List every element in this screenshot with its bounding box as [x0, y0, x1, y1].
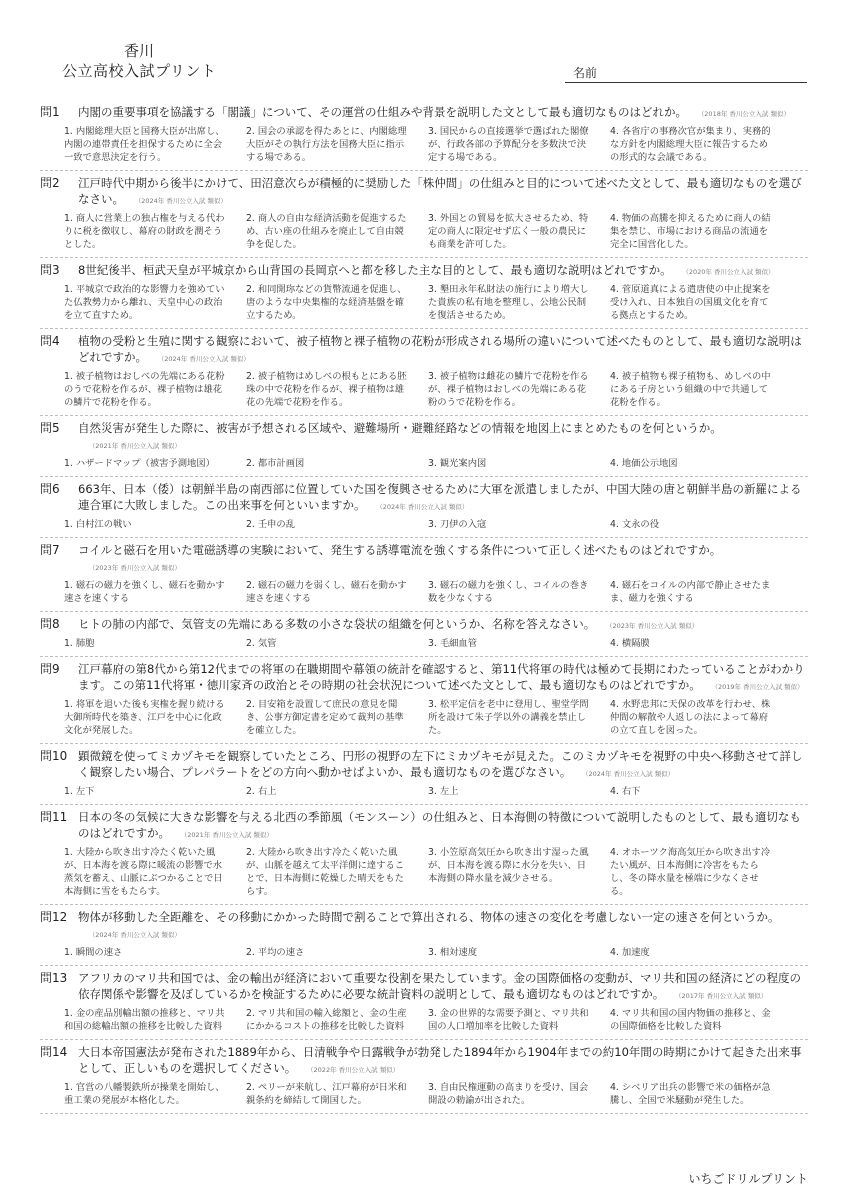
- question-text-block: [78, 660, 808, 695]
- question-row: [40, 615, 808, 634]
- question-number: 問7: [40, 543, 60, 557]
- question-text: 日本の冬の気候に大きな影響を与える北西の季節風（モンスーン）の仕組みと、日本海側の特徴について説明したものとして、最も適切なものはどれですか。: [78, 810, 801, 840]
- choice-option[interactable]: 4. シベリア出兵の影響で米の価格が急騰し、全国で米騒動が発生した。: [610, 1082, 771, 1106]
- page-title: 公立高校入試プリント: [62, 62, 217, 80]
- question-row: [40, 480, 808, 515]
- question-text: 植物の受粉と生殖に関する観察において、被子植物と裸子植物の花粉が形成される場所の違いについて述べたものとして、最も適切な説明はどれですか。: [78, 334, 802, 364]
- question-row: [40, 747, 808, 782]
- choice-option[interactable]: 3. 刀伊の入寇: [428, 519, 487, 530]
- choice-option[interactable]: 3. 毛細血管: [428, 638, 478, 649]
- question-item: [40, 258, 808, 329]
- choice-option[interactable]: 1. 白村江の戦い: [64, 519, 132, 530]
- footer-brand: いちごドリルプリント: [688, 1172, 808, 1186]
- question-number: 問9: [40, 662, 60, 676]
- choice-option[interactable]: 4. 水野忠邦に天保の改革を行わせ、株仲間の解散や人返しの法によって幕府の立て直しを図った。: [610, 699, 771, 736]
- choice-list: [64, 785, 808, 798]
- choice-option[interactable]: 1. 将軍を退いた後も実権を握り続ける大御所時代を築き、江戸を中心に化政文化が発展した。: [64, 699, 225, 736]
- choice-option[interactable]: 2. ペリーが来航し、江戸幕府が日米和親条約を締結して開国した。: [246, 1082, 407, 1106]
- choice-option[interactable]: 2. 右上: [246, 786, 277, 797]
- question-source: （2024年 香川公立入試 類似）: [138, 197, 227, 205]
- question-row: [40, 908, 808, 943]
- choice-option[interactable]: 4. 加速度: [610, 947, 650, 958]
- question-item: [40, 171, 808, 258]
- question-text: 大日本帝国憲法が発布された1889年から、日清戦争や日露戦争が勃発した1894年から1904年までの約10年間の時期にかけて起きた出来事として、正しいものを選択してください。: [78, 1045, 802, 1075]
- choice-list: [64, 283, 808, 322]
- question-row: [40, 103, 808, 122]
- question-item: [40, 538, 808, 612]
- choice-option[interactable]: 1. 瞬間の速さ: [64, 947, 123, 958]
- choice-option[interactable]: 3. 観光案内図: [428, 458, 487, 469]
- choice-list: [64, 579, 808, 605]
- question-text-block: [78, 615, 808, 634]
- question-number: 問14: [40, 1045, 68, 1059]
- question-text-block: [78, 103, 808, 122]
- choice-option[interactable]: 2. 大陸から吹き出す冷たく乾いた風が、山脈を越えて太平洋側に達することで、日本海側に乾燥した晴天をもたらす。: [246, 847, 405, 897]
- choice-list: [64, 637, 808, 650]
- choice-list: [64, 518, 808, 531]
- choice-option[interactable]: 4. 横隔膜: [610, 638, 650, 649]
- question-text: コイルと磁石を用いた電磁誘導の実験において、発生する誘導電流を強くする条件について正しく述べたものはどれですか。: [78, 543, 722, 557]
- question-number: 問5: [40, 421, 60, 435]
- question-text: ヒトの肺の内部で、気管支の先端にある多数の小さな袋状の組織を何というか、名称を答えなさい。: [78, 617, 596, 631]
- choice-option[interactable]: 4. 地価公示地図: [610, 458, 678, 469]
- question-source: （2017年 香川公立入試 類似）: [678, 992, 768, 1000]
- question-text: 江戸幕府の第8代から第12代までの将軍の在職期間や幕領の統計を確認すると、第11代将軍の時代は極めて長期にわたっていることがわかります。この第11代将軍・徳川家斉の政治とその時期の社会状況について述べた文として、最も適切なものはどれですか。: [78, 662, 805, 692]
- choice-option[interactable]: 1. 左下: [64, 786, 95, 797]
- question-item: [40, 477, 808, 538]
- choice-option[interactable]: 3. 自由民権運動の高まりを受け、国会開設の勅諭が出された。: [428, 1082, 589, 1106]
- choice-option[interactable]: 4. 各省庁の事務次官が集まり、実務的な方針を内閣総理大臣に報告するための形式的な会議である。: [610, 126, 771, 163]
- choice-option[interactable]: 2. 和同開珎などの貨幣流通を促進し、唐のような中央集権的な経済基盤を確立するため。: [246, 284, 407, 321]
- question-item: [40, 966, 808, 1040]
- question-row: [40, 660, 808, 695]
- question-text-block: [78, 332, 808, 367]
- question-source: （2020年 香川公立入試 類似）: [685, 268, 775, 276]
- question-text-block: [78, 480, 808, 515]
- question-item: [40, 100, 808, 171]
- choice-option[interactable]: 4. オホーツク海高気圧から吹き出す冷たい風が、日本海側に冷害をもたらし、冬の降水量を極端に少なくさせる。: [610, 847, 771, 897]
- question-number: 問1: [40, 105, 60, 119]
- choice-option[interactable]: 1. 磁石の磁力を強くし、磁石を動かす速さを速くする: [64, 580, 225, 604]
- choice-option[interactable]: 2. 都市計画図: [246, 458, 305, 469]
- question-row: [40, 261, 808, 280]
- choice-option[interactable]: 2. 商人の自由な経済活動を促進するため、古い座の仕組みを廃止して自由競争を促した。: [246, 213, 407, 250]
- question-text-block: [78, 261, 808, 280]
- question-number: 問10: [40, 749, 68, 763]
- question-text-block: [78, 747, 808, 782]
- choice-option[interactable]: 4. 物価の高騰を抑えるために商人の結集を禁じ、市場における商品の流通を完全に国営化した。: [610, 213, 771, 250]
- question-source: （2021年 香川公立入試 類似）: [184, 831, 273, 839]
- question-source: （2024年 香川公立入試 類似）: [585, 770, 675, 778]
- question-item: [40, 657, 808, 744]
- question-text-block: [78, 1043, 808, 1078]
- choice-option[interactable]: 3. 左上: [428, 786, 459, 797]
- choice-option[interactable]: 2. 壬申の乱: [246, 519, 296, 530]
- question-source: （2023年 香川公立入試 類似）: [92, 564, 181, 572]
- choice-option[interactable]: 3. 外国との貿易を拡大させるため、特定の商人に限定せず広く一般の農民にも商業を許可した。: [428, 213, 589, 250]
- choice-option[interactable]: 2. 国会の承認を得たあとに、内閣総理大臣がその執行方法を国務大臣に指示する場である。: [246, 126, 407, 163]
- question-row: [40, 541, 808, 576]
- choice-list: [64, 125, 808, 164]
- question-number: 問11: [40, 810, 68, 824]
- question-source: （2018年 香川公立入試 類似）: [701, 110, 790, 118]
- name-field[interactable]: [565, 60, 807, 83]
- question-text: 物体が移動した全距離を、その移動にかかった時間で割ることで算出される、物体の速さの変化を考慮しない一定の速さを何というか。: [78, 910, 780, 924]
- choice-list: [64, 698, 808, 737]
- choice-option[interactable]: 1. ハザードマップ（被害予測地図）: [64, 458, 215, 469]
- question-source: （2019年 香川公立入試 類似）: [714, 683, 804, 691]
- question-text-block: [78, 908, 808, 943]
- choice-option[interactable]: 2. 被子植物はめしべの根もとにある胚珠の中で花粉を作るが、裸子植物は雄花の先端で花粉を作る。: [246, 371, 407, 408]
- choice-list: [64, 1081, 808, 1107]
- question-row: [40, 419, 808, 454]
- choice-option[interactable]: 1. 平城京で政治的な影響力を強めていた仏教勢力から離れ、天皇中心の政治を立て直すため。: [64, 284, 225, 321]
- question-number: 問8: [40, 617, 60, 631]
- choice-option[interactable]: 3. 被子植物は雌花の鱗片で花粉を作るが、裸子植物はおしべの先端にある花粉のうで花粉を作る。: [428, 371, 589, 408]
- question-number: 問2: [40, 176, 60, 190]
- question-text-block: [78, 969, 808, 1004]
- question-text: 8世紀後半、桓武天皇が平城京から山背国の長岡京へと都を移した主な目的として、最も適切な説明はどれですか。: [78, 263, 672, 277]
- question-item: [40, 1040, 808, 1114]
- question-text-block: [78, 419, 808, 454]
- question-number: 問6: [40, 482, 60, 496]
- choice-list: [64, 1007, 808, 1033]
- question-number: 問12: [40, 910, 68, 924]
- question-text-block: [78, 174, 808, 209]
- choice-option[interactable]: 1. 被子植物はおしべの先端にある花粉のうで花粉を作るが、裸子植物は雄花の鱗片で花粉を作る。: [64, 371, 225, 408]
- choice-list: [64, 370, 808, 409]
- question-list: [40, 100, 808, 1114]
- question-item: [40, 329, 808, 416]
- choice-option[interactable]: 2. 平均の速さ: [246, 947, 305, 958]
- question-text: 顕微鏡を使ってミカヅキモを観察していたところ、円形の視野の左下にミカヅキモが見えた。このミカヅキモを視野の中央へ移動させて詳しく観察したい場合、プレパラートをどの方向へ動かせばよいか、最も適切なものを選びなさい。: [78, 749, 803, 779]
- question-text: 江戸時代中期から後半にかけて、田沼意次らが積極的に奨励した「株仲間」の仕組みと目的について述べた文として、最も適切なものを選びなさい。: [78, 176, 802, 206]
- choice-option[interactable]: 4. 菅原道真による遣唐使の中止提案を受け入れ、日本独自の国風文化を育てる拠点とするため。: [610, 284, 771, 321]
- choice-option[interactable]: 2. マリ共和国の輸入総額と、金の生産にかかるコストの推移を比較した資料: [246, 1008, 407, 1032]
- choice-option[interactable]: 3. 国民からの直接選挙で選ばれた閣僚が、行政各部の予算配分を多数決で決定する場である。: [428, 126, 589, 163]
- prefecture-label: 香川: [124, 42, 155, 60]
- question-text: 自然災害が発生した際に、被害が予想される区域や、避難場所・避難経路などの情報を地図上にまとめたものを何というか。: [78, 421, 722, 435]
- choice-option[interactable]: 4. マリ共和国の国内物価の推移と、金の国際価格を比較した資料: [610, 1008, 771, 1032]
- page-header: [0, 0, 848, 100]
- name-label: 名前: [573, 66, 598, 80]
- question-number: 問3: [40, 263, 60, 277]
- question-row: [40, 332, 808, 367]
- question-item: [40, 612, 808, 657]
- question-text: 663年、日本（倭）は朝鮮半島の南西部に位置していた国を復興させるために大軍を派遣しましたが、中国大陸の唐と朝鮮半島の新羅による連合軍に大敗しました。この出来事を何といいますか。: [78, 482, 802, 512]
- question-row: [40, 1043, 808, 1078]
- choice-option[interactable]: 1. 肺胞: [64, 638, 95, 649]
- choice-option[interactable]: 1. 商人に営業上の独占権を与える代わりに税を徴収し、幕府の財政を潤そうとした。: [64, 213, 225, 250]
- choice-option[interactable]: 2. 磁石の磁力を弱くし、磁石を動かす速さを速くする: [246, 580, 407, 604]
- choice-option[interactable]: 1. 金の産品別輸出額の推移と、マリ共和国の総輸出額の推移を比較した資料: [64, 1008, 225, 1032]
- question-source: （2024年 香川公立入試 類似）: [379, 503, 469, 511]
- question-text-block: [78, 541, 808, 576]
- question-source: （2024年 香川公立入試 類似）: [161, 355, 250, 363]
- choice-list: [64, 212, 808, 251]
- choice-option[interactable]: 3. 金の世界的な需要予測と、マリ共和国の人口増加率を比較した資料: [428, 1008, 589, 1032]
- choice-option[interactable]: 3. 小笠原高気圧から吹き出す湿った風が、日本海を渡る際に水分を失い、日本海側の降水量を減少させる。: [428, 847, 589, 884]
- question-item: [40, 905, 808, 966]
- question-source: （2022年 香川公立入試 類似）: [310, 1066, 400, 1074]
- question-item: [40, 416, 808, 477]
- choice-option[interactable]: 4. 被子植物も裸子植物も、めしべの中にある子房という組織の中で共通して花粉を作る。: [610, 371, 771, 408]
- choice-option[interactable]: 3. 松平定信を老中に登用し、聖堂学問所を設けて朱子学以外の講義を禁止した。: [428, 699, 589, 736]
- choice-option[interactable]: 1. 内閣総理大臣と国務大臣が出席し、内閣の連帯責任を担保するために全会一致で意思決定を行う。: [64, 126, 225, 163]
- question-item: [40, 744, 808, 805]
- choice-option[interactable]: 1. 大陸から吹き出す冷たく乾いた風が、日本海を渡る際に暖流の影響で水蒸気を蓄え、山脈にぶつかることで日本海側に雪をもたらす。: [64, 847, 223, 897]
- question-row: [40, 808, 808, 843]
- question-source: （2024年 香川公立入試 類似）: [92, 931, 181, 939]
- choice-option[interactable]: 1. 官営の八幡製鉄所が操業を開始し、重工業の発展が本格化した。: [64, 1082, 225, 1106]
- question-text: 内閣の重要事項を協議する「閣議」について、その運営の仕組みや背景を説明した文として最も適切なものはどれか。: [78, 105, 688, 119]
- question-text-block: [78, 808, 808, 843]
- choice-option[interactable]: 4. 文永の役: [610, 519, 660, 530]
- question-source: （2023年 香川公立入試 類似）: [609, 622, 699, 630]
- question-row: [40, 174, 808, 209]
- choice-list: [64, 846, 808, 898]
- choice-option[interactable]: 3. 磁石の磁力を強くし、コイルの巻き数を少なくする: [428, 580, 589, 604]
- choice-option[interactable]: 2. 目安箱を設置して庶民の意見を聞き、公事方御定書を定めて裁判の基準を確立した。: [246, 699, 404, 736]
- question-text: アフリカのマリ共和国では、金の輸出が経済において重要な役割を果たしています。金の国際価格の変動が、マリ共和国の経済にどの程度の依存関係や影響を及ぼしているかを検証するために必要な統計資料の説明として、最も適切なものはどれですか。: [78, 971, 801, 1001]
- question-number: 問4: [40, 334, 60, 348]
- choice-option[interactable]: 3. 相対速度: [428, 947, 478, 958]
- choice-option[interactable]: 2. 気管: [246, 638, 277, 649]
- choice-option[interactable]: 4. 右下: [610, 786, 641, 797]
- question-source: （2021年 香川公立入試 類似）: [92, 442, 181, 450]
- choice-option[interactable]: 3. 墾田永年私財法の施行により増大した貴族の私有地を整理し、公地公民制を復活させるため。: [428, 284, 589, 321]
- choice-list: [64, 457, 808, 470]
- question-item: [40, 805, 808, 905]
- question-number: 問13: [40, 971, 68, 985]
- choice-option[interactable]: 4. 磁石をコイルの内部で静止させたまま、磁力を強くする: [610, 580, 771, 604]
- choice-list: [64, 946, 808, 959]
- question-row: [40, 969, 808, 1004]
